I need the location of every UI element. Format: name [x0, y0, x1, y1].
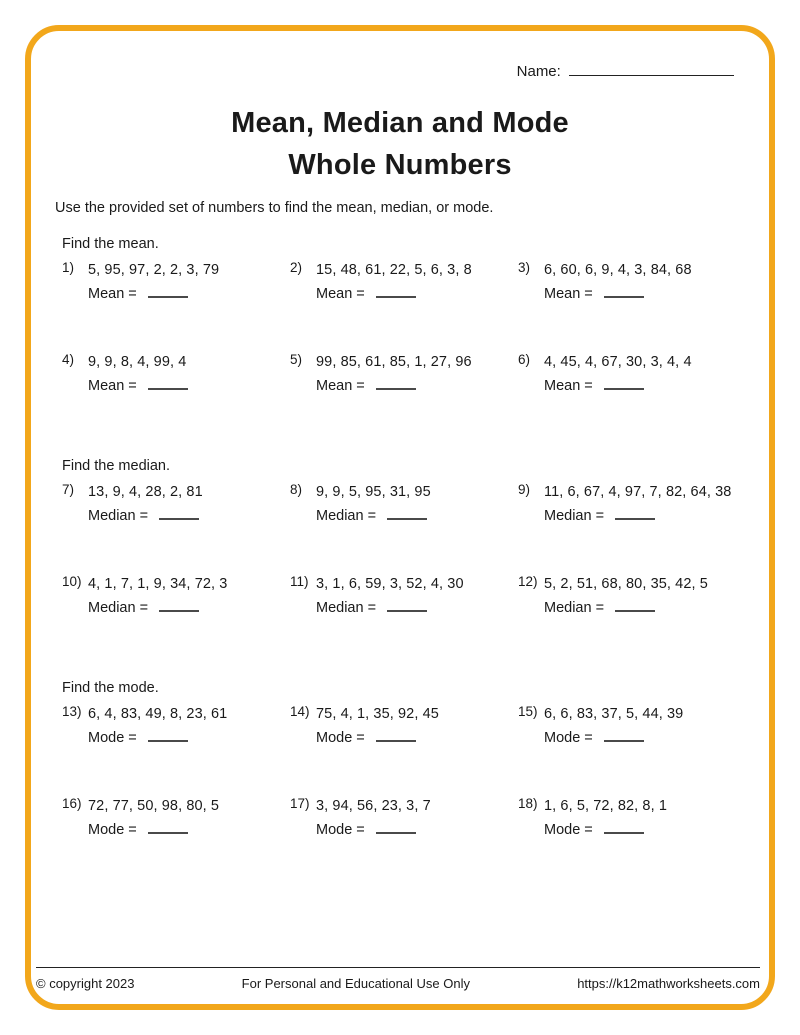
- problem-number: 15): [518, 704, 538, 719]
- problem-numbers: 5, 2, 51, 68, 80, 35, 42, 5: [544, 576, 708, 592]
- answer-blank: [148, 820, 188, 834]
- worksheet-title: [48, 102, 752, 186]
- answer-blank: [387, 598, 427, 612]
- answer-label: Mode =: [544, 822, 593, 838]
- problem-number: 8): [290, 482, 303, 497]
- website-url: https://k12mathworksheets.com: [577, 976, 760, 991]
- answer-blank: [376, 820, 416, 834]
- copyright-text: © copyright 2023: [36, 976, 135, 991]
- answer-blank: [376, 376, 416, 390]
- problem-18: [518, 798, 748, 838]
- answer-blank: [604, 728, 644, 742]
- problem-numbers: 13, 9, 4, 28, 2, 81: [88, 484, 203, 500]
- problem-number: 9): [518, 482, 531, 497]
- problem-number: 6): [518, 352, 531, 367]
- problem-number: 14): [290, 704, 310, 719]
- problem-13: [62, 706, 290, 746]
- problem-number: 13): [62, 704, 82, 719]
- answer-label: Mean =: [316, 378, 365, 394]
- answer-blank: [159, 506, 199, 520]
- problem-numbers: 6, 60, 6, 9, 4, 3, 84, 68: [544, 262, 692, 278]
- problem-number: 12): [518, 574, 538, 589]
- section-mode: [62, 680, 748, 838]
- problem-numbers: 75, 4, 1, 35, 92, 45: [316, 706, 439, 722]
- problem-number: 11): [290, 574, 309, 589]
- usage-text: For Personal and Educational Use Only: [241, 976, 471, 991]
- problem-numbers: 11, 6, 67, 4, 97, 7, 82, 64, 38: [544, 484, 732, 500]
- problem-numbers: 5, 95, 97, 2, 2, 3, 79: [88, 262, 220, 278]
- problem-14: [290, 706, 518, 746]
- answer-blank: [604, 820, 644, 834]
- problem-grid: [62, 706, 748, 838]
- section-median: [62, 458, 748, 616]
- problem-numbers: 15, 48, 61, 22, 5, 6, 3, 8: [316, 262, 472, 278]
- section-heading: Find the mode.: [62, 680, 159, 696]
- answer-label: Median =: [544, 508, 605, 524]
- answer-label: Mean =: [316, 286, 365, 302]
- problem-5: [290, 354, 518, 394]
- problem-9: [518, 484, 748, 524]
- problem-numbers: 4, 1, 7, 1, 9, 34, 72, 3: [88, 576, 228, 592]
- problem-16: [62, 798, 290, 838]
- title-line-1: Mean, Median and Mode: [231, 107, 569, 139]
- problem-8: [290, 484, 518, 524]
- problem-number: 1): [62, 260, 75, 275]
- problem-numbers: 9, 9, 8, 4, 99, 4: [88, 354, 187, 370]
- answer-label: Mean =: [544, 286, 593, 302]
- problem-numbers: 6, 4, 83, 49, 8, 23, 61: [88, 706, 228, 722]
- answer-blank: [604, 284, 644, 298]
- answer-label: Median =: [88, 600, 149, 616]
- answer-blank: [387, 506, 427, 520]
- problem-numbers: 99, 85, 61, 85, 1, 27, 96: [316, 354, 472, 370]
- answer-label: Median =: [316, 508, 377, 524]
- problem-7: [62, 484, 290, 524]
- answer-blank: [615, 598, 655, 612]
- answer-label: Mode =: [88, 730, 137, 746]
- title-line-2: Whole Numbers: [288, 149, 512, 181]
- problem-15: [518, 706, 748, 746]
- problem-3: [518, 262, 748, 302]
- problem-11: [290, 576, 518, 616]
- problem-numbers: 4, 45, 4, 67, 30, 3, 4, 4: [544, 354, 692, 370]
- answer-blank: [376, 728, 416, 742]
- problem-grid: [62, 262, 748, 394]
- problem-10: [62, 576, 290, 616]
- problem-number: 18): [518, 796, 538, 811]
- instructions: Use the provided set of numbers to find the mean, median, or mode.: [55, 200, 494, 216]
- answer-label: Median =: [316, 600, 377, 616]
- answer-blank: [159, 598, 199, 612]
- answer-label: Mode =: [88, 822, 137, 838]
- answer-label: Mode =: [316, 730, 365, 746]
- problem-6: [518, 354, 748, 394]
- problem-17: [290, 798, 518, 838]
- answer-label: Mean =: [88, 378, 137, 394]
- problem-2: [290, 262, 518, 302]
- answer-label: Mode =: [544, 730, 593, 746]
- section-heading: Find the mean.: [62, 236, 159, 252]
- answer-label: Mode =: [316, 822, 365, 838]
- problem-number: 10): [62, 574, 82, 589]
- problem-12: [518, 576, 748, 616]
- answer-label: Mean =: [544, 378, 593, 394]
- answer-blank: [148, 376, 188, 390]
- problem-numbers: 3, 94, 56, 23, 3, 7: [316, 798, 431, 814]
- problem-numbers: 3, 1, 6, 59, 3, 52, 4, 30: [316, 576, 464, 592]
- problem-number: 16): [62, 796, 82, 811]
- problem-numbers: 72, 77, 50, 98, 80, 5: [88, 798, 220, 814]
- answer-blank: [376, 284, 416, 298]
- answer-label: Mean =: [88, 286, 137, 302]
- problem-number: 4): [62, 352, 75, 367]
- problem-number: 7): [62, 482, 75, 497]
- worksheet-page: [31, 31, 769, 1004]
- problem-numbers: 6, 6, 83, 37, 5, 44, 39: [544, 706, 684, 722]
- page-footer: [36, 967, 760, 991]
- section-mean: [62, 236, 748, 394]
- problem-number: 3): [518, 260, 531, 275]
- answer-blank: [148, 728, 188, 742]
- answer-blank: [604, 376, 644, 390]
- problem-grid: [62, 484, 748, 616]
- section-heading: Find the median.: [62, 458, 171, 474]
- problem-1: [62, 262, 290, 302]
- answer-blank: [615, 506, 655, 520]
- problem-number: 17): [290, 796, 310, 811]
- name-row: [48, 61, 752, 80]
- answer-label: Median =: [544, 600, 605, 616]
- name-blank-line: [569, 61, 734, 76]
- answer-blank: [148, 284, 188, 298]
- problem-number: 2): [290, 260, 303, 275]
- problem-4: [62, 354, 290, 394]
- name-label: Name:: [516, 63, 561, 80]
- problem-numbers: 1, 6, 5, 72, 82, 8, 1: [544, 798, 668, 814]
- problem-number: 5): [290, 352, 303, 367]
- answer-label: Median =: [88, 508, 149, 524]
- problem-numbers: 9, 9, 5, 95, 31, 95: [316, 484, 431, 500]
